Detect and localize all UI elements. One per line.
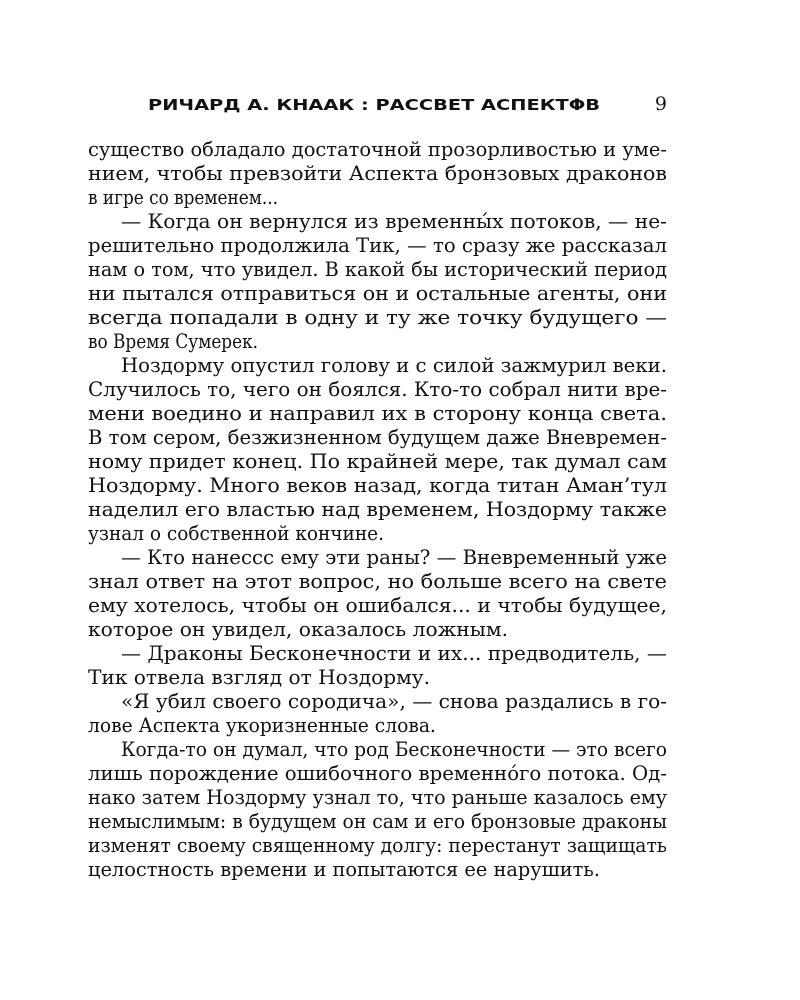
text-line: — Драконы Бесконечности и их... предводитель, — bbox=[121, 641, 667, 665]
text-line: Ноздорму опустил голову и с силой зажмурил веки. bbox=[121, 353, 667, 377]
text-line: мени воедино и направил их в сторону конца света. bbox=[88, 401, 667, 425]
body-text bbox=[88, 137, 667, 881]
page-number: 9 bbox=[654, 93, 667, 115]
text-line: немыслимым: в будущем он сам и его бронзовые драконы bbox=[88, 809, 668, 833]
text-line: решительно продолжила Тик, — то сразу же рассказал bbox=[88, 233, 667, 257]
text-line: Ноздорму. Много веков назад, когда титан Аман’тул bbox=[88, 473, 667, 497]
text-line: — Когда он вернулся из временны́х потоков, — не- bbox=[121, 209, 667, 233]
text-line: нако затем Ноздорму узнал то, что раньше казалось ему bbox=[88, 785, 668, 809]
text-line: ному придет конец. По крайней мере, так думал сам bbox=[88, 449, 667, 473]
text-line: ни пытался отправиться он и остальные агенты, они bbox=[88, 281, 667, 305]
text-line: во Время Сумерек. bbox=[88, 329, 258, 353]
text-line: в игре со временем... bbox=[88, 185, 278, 209]
text-line: всегда попадали в одну и ту же точку будущего — bbox=[88, 305, 667, 329]
text-line: лове Аспекта укоризненные слова. bbox=[88, 713, 436, 737]
text-line: существо обладало достаточной прозорливостью и уме- bbox=[88, 137, 667, 161]
text-line: нием, чтобы превзойти Аспекта бронзовых драконов bbox=[88, 161, 667, 185]
text-line: В том сером, безжизненном будущем даже Вневремен- bbox=[88, 425, 667, 449]
text-line: лишь порождение ошибочного временно́го потока. Од- bbox=[88, 761, 667, 785]
text-line: Случилось то, чего он боялся. Кто-то собрал нити вре- bbox=[88, 377, 667, 401]
text-line: Когда-то он думал, что род Бесконечности — это всего bbox=[121, 737, 667, 761]
text-line: наделил его властью над временем, Ноздорму также bbox=[88, 497, 667, 521]
text-line: целостность времени и попытаются ее нарушить. bbox=[88, 857, 600, 881]
text-line: Тик отвела взгляд от Ноздорму. bbox=[88, 665, 430, 689]
running-header: РИЧАРД А. КНААК : РАССВЕТ АСПЕКТΦВ bbox=[148, 96, 600, 114]
text-line: которое он увидел, оказалось ложным. bbox=[88, 617, 508, 641]
text-line: изменят своему священному долгу: перестанут защищать bbox=[88, 833, 668, 857]
text-line: узнал о собственной кончине. bbox=[88, 521, 384, 545]
text-line: «Я убил своего сородича», — снова раздались в го- bbox=[121, 689, 667, 713]
text-line: знал ответ на этот вопрос, но больше всего на свете bbox=[88, 569, 667, 593]
text-line: — Кто нанессс ему эти раны? — Вневременный уже bbox=[121, 545, 667, 569]
text-line: ему хотелось, чтобы он ошибался... и чтобы будущее, bbox=[88, 593, 667, 617]
text-line: нам о том, что увидел. В какой бы исторический период bbox=[88, 257, 667, 281]
